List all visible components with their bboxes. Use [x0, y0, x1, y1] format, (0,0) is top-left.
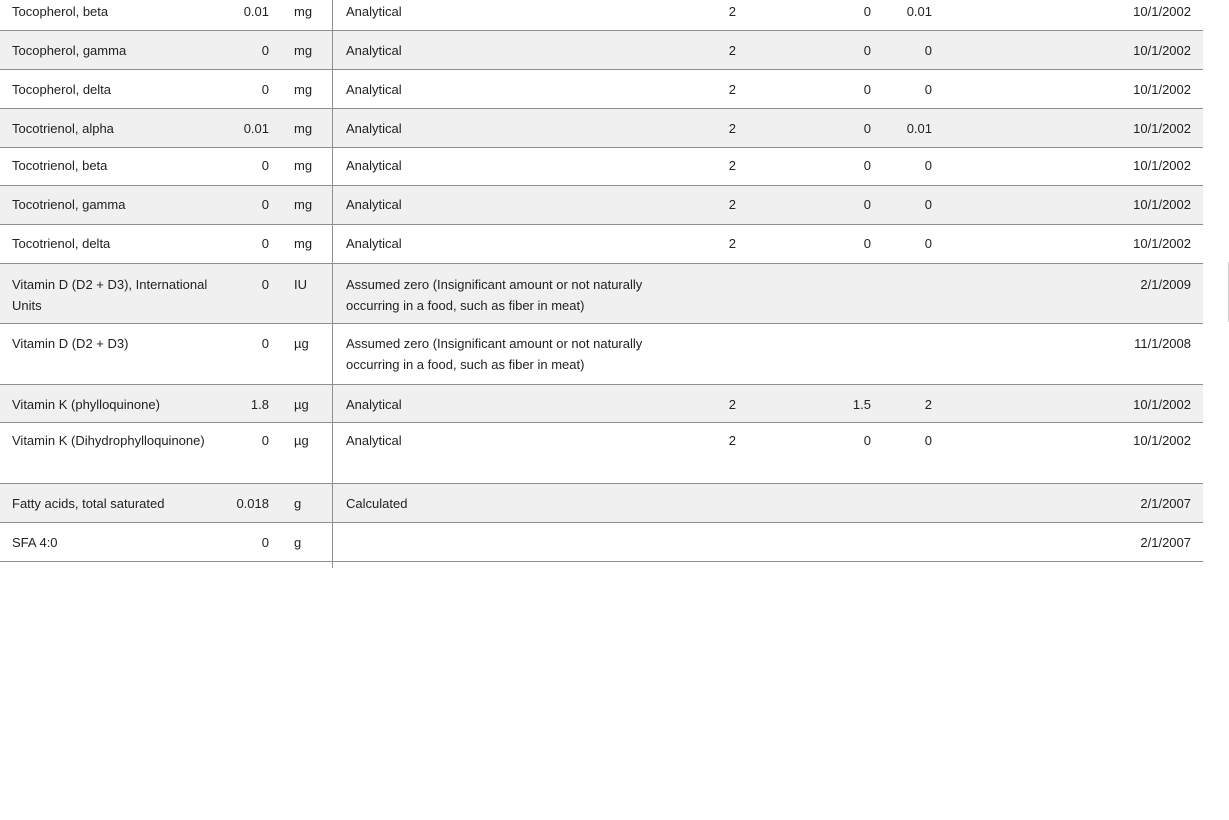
table-row [0, 31, 1203, 70]
table-row [0, 0, 1203, 31]
cell-min: 0 [863, 158, 871, 173]
table-row [0, 324, 1203, 385]
column-divider [332, 523, 333, 561]
cell-deriv: Analytical [346, 158, 402, 173]
cell-max: 0 [924, 236, 932, 251]
column-divider [332, 484, 333, 522]
cell-max: 0 [924, 433, 932, 448]
cell-unit: g [294, 535, 302, 550]
cell-n: 2 [728, 236, 736, 251]
cell-min: 0 [863, 236, 871, 251]
cell-name: Tocotrienol, beta [12, 158, 108, 173]
cell-value: 0.01 [243, 121, 269, 136]
cell-deriv: Analytical [346, 236, 402, 251]
cell-unit: g [294, 496, 302, 511]
cell-unit: µg [294, 433, 309, 448]
cell-name: Fatty acids, total saturated [12, 496, 165, 511]
cell-max: 0 [924, 158, 932, 173]
cell-date: 10/1/2002 [1133, 236, 1191, 251]
cell-date: 2/1/2007 [1140, 535, 1191, 550]
cell-value: 0 [261, 197, 269, 212]
cell-date: 10/1/2002 [1133, 43, 1191, 58]
cell-deriv: Analytical [346, 43, 402, 58]
cell-deriv: Analytical [346, 433, 402, 448]
cell-min: 0 [863, 43, 871, 58]
cell-deriv: Analytical [346, 121, 402, 136]
cell-value: 0 [261, 433, 269, 448]
cell-value: 0 [261, 158, 269, 173]
cell-unit: mg [294, 197, 313, 212]
cell-date: 10/1/2002 [1133, 433, 1191, 448]
table-row [0, 186, 1203, 225]
cell-value: 0 [261, 82, 269, 97]
cell-n: 2 [728, 121, 736, 136]
column-divider [332, 0, 333, 30]
cell-name: Vitamin D (D2 + D3), International Units [12, 277, 208, 313]
cell-n: 2 [728, 158, 736, 173]
cell-value: 0 [261, 336, 269, 351]
cell-name: Vitamin K (Dihydrophylloquinone) [12, 433, 205, 448]
cell-max: 0.01 [906, 4, 932, 19]
table-row [0, 70, 1203, 109]
cell-max: 0 [924, 43, 932, 58]
cell-value: 0 [261, 236, 269, 251]
cell-name: Tocotrienol, delta [12, 236, 111, 251]
cell-deriv: Assumed zero (Insignificant amount or not naturally occurring in a food, such as fiber in meat) [346, 277, 643, 313]
cell-deriv: Analytical [346, 4, 402, 19]
cell-min: 0 [863, 4, 871, 19]
table-row-partial [0, 562, 1203, 568]
cell-date: 10/1/2002 [1133, 121, 1191, 136]
cell-unit: mg [294, 121, 313, 136]
cell-max: 0.01 [906, 121, 932, 136]
cell-unit: mg [294, 236, 313, 251]
table-row [0, 109, 1203, 148]
column-divider [332, 562, 333, 568]
cell-max: 0 [924, 82, 932, 97]
table-row [0, 484, 1203, 523]
table-row [0, 148, 1203, 186]
cell-value: 0.018 [236, 496, 269, 511]
cell-unit: mg [294, 43, 313, 58]
cell-max: 0 [924, 197, 932, 212]
cell-n: 2 [728, 4, 736, 19]
cell-name: Tocopherol, beta [12, 4, 109, 19]
cell-name: Tocotrienol, alpha [12, 121, 114, 136]
cell-n: 2 [728, 43, 736, 58]
cell-unit: mg [294, 158, 313, 173]
table-row [0, 264, 1203, 324]
cell-value: 0 [261, 43, 269, 58]
cell-date: 2/1/2007 [1140, 496, 1191, 511]
cell-n: 2 [728, 82, 736, 97]
cell-max: 2 [924, 397, 932, 412]
cell-unit: IU [294, 277, 307, 292]
cell-deriv: Calculated [346, 496, 408, 511]
cell-date: 10/1/2002 [1133, 82, 1191, 97]
cell-date: 10/1/2002 [1133, 158, 1191, 173]
cell-name: SFA 4:0 [12, 535, 58, 550]
cell-n: 2 [728, 197, 736, 212]
cell-min: 1.5 [852, 397, 871, 412]
cell-deriv: Assumed zero (Insignificant amount or not naturally occurring in a food, such as fiber in meat) [346, 336, 643, 372]
column-divider [332, 264, 333, 323]
cell-deriv: Analytical [346, 397, 402, 412]
cell-n: 2 [728, 433, 736, 448]
table-row [0, 523, 1203, 562]
column-divider [332, 186, 333, 224]
cell-unit: mg [294, 4, 313, 19]
cell-value: 0.01 [243, 4, 269, 19]
column-divider [332, 31, 333, 69]
column-divider [332, 423, 333, 483]
column-divider [332, 70, 333, 108]
cell-unit: mg [294, 82, 313, 97]
cell-date: 2/1/2009 [1140, 277, 1191, 292]
column-divider [332, 148, 333, 185]
cell-min: 0 [863, 433, 871, 448]
cell-n: 2 [728, 397, 736, 412]
cell-unit: µg [294, 336, 309, 351]
cell-name: Tocotrienol, gamma [12, 197, 126, 212]
table-row [0, 385, 1203, 423]
cell-deriv: Analytical [346, 197, 402, 212]
column-divider [332, 225, 333, 263]
cell-date: 10/1/2002 [1133, 197, 1191, 212]
cell-value: 0 [261, 277, 269, 292]
cell-value: 0 [261, 535, 269, 550]
cell-date: 10/1/2002 [1133, 397, 1191, 412]
table-row [0, 225, 1203, 264]
cell-date: 10/1/2002 [1133, 4, 1191, 19]
cell-deriv: Analytical [346, 82, 402, 97]
cell-value: 1.8 [250, 397, 269, 412]
cell-unit: µg [294, 397, 309, 412]
cell-date: 11/1/2008 [1134, 336, 1191, 351]
cell-name: Vitamin D (D2 + D3) [12, 336, 129, 351]
cell-min: 0 [863, 121, 871, 136]
cell-min: 0 [863, 197, 871, 212]
cell-name: Tocopherol, gamma [12, 43, 127, 58]
column-divider [332, 109, 333, 147]
cell-name: Vitamin K (phylloquinone) [12, 397, 160, 412]
cell-name: Tocopherol, delta [12, 82, 112, 97]
cell-min: 0 [863, 82, 871, 97]
column-divider [332, 324, 333, 384]
column-divider [332, 385, 333, 422]
table-row [0, 423, 1203, 484]
